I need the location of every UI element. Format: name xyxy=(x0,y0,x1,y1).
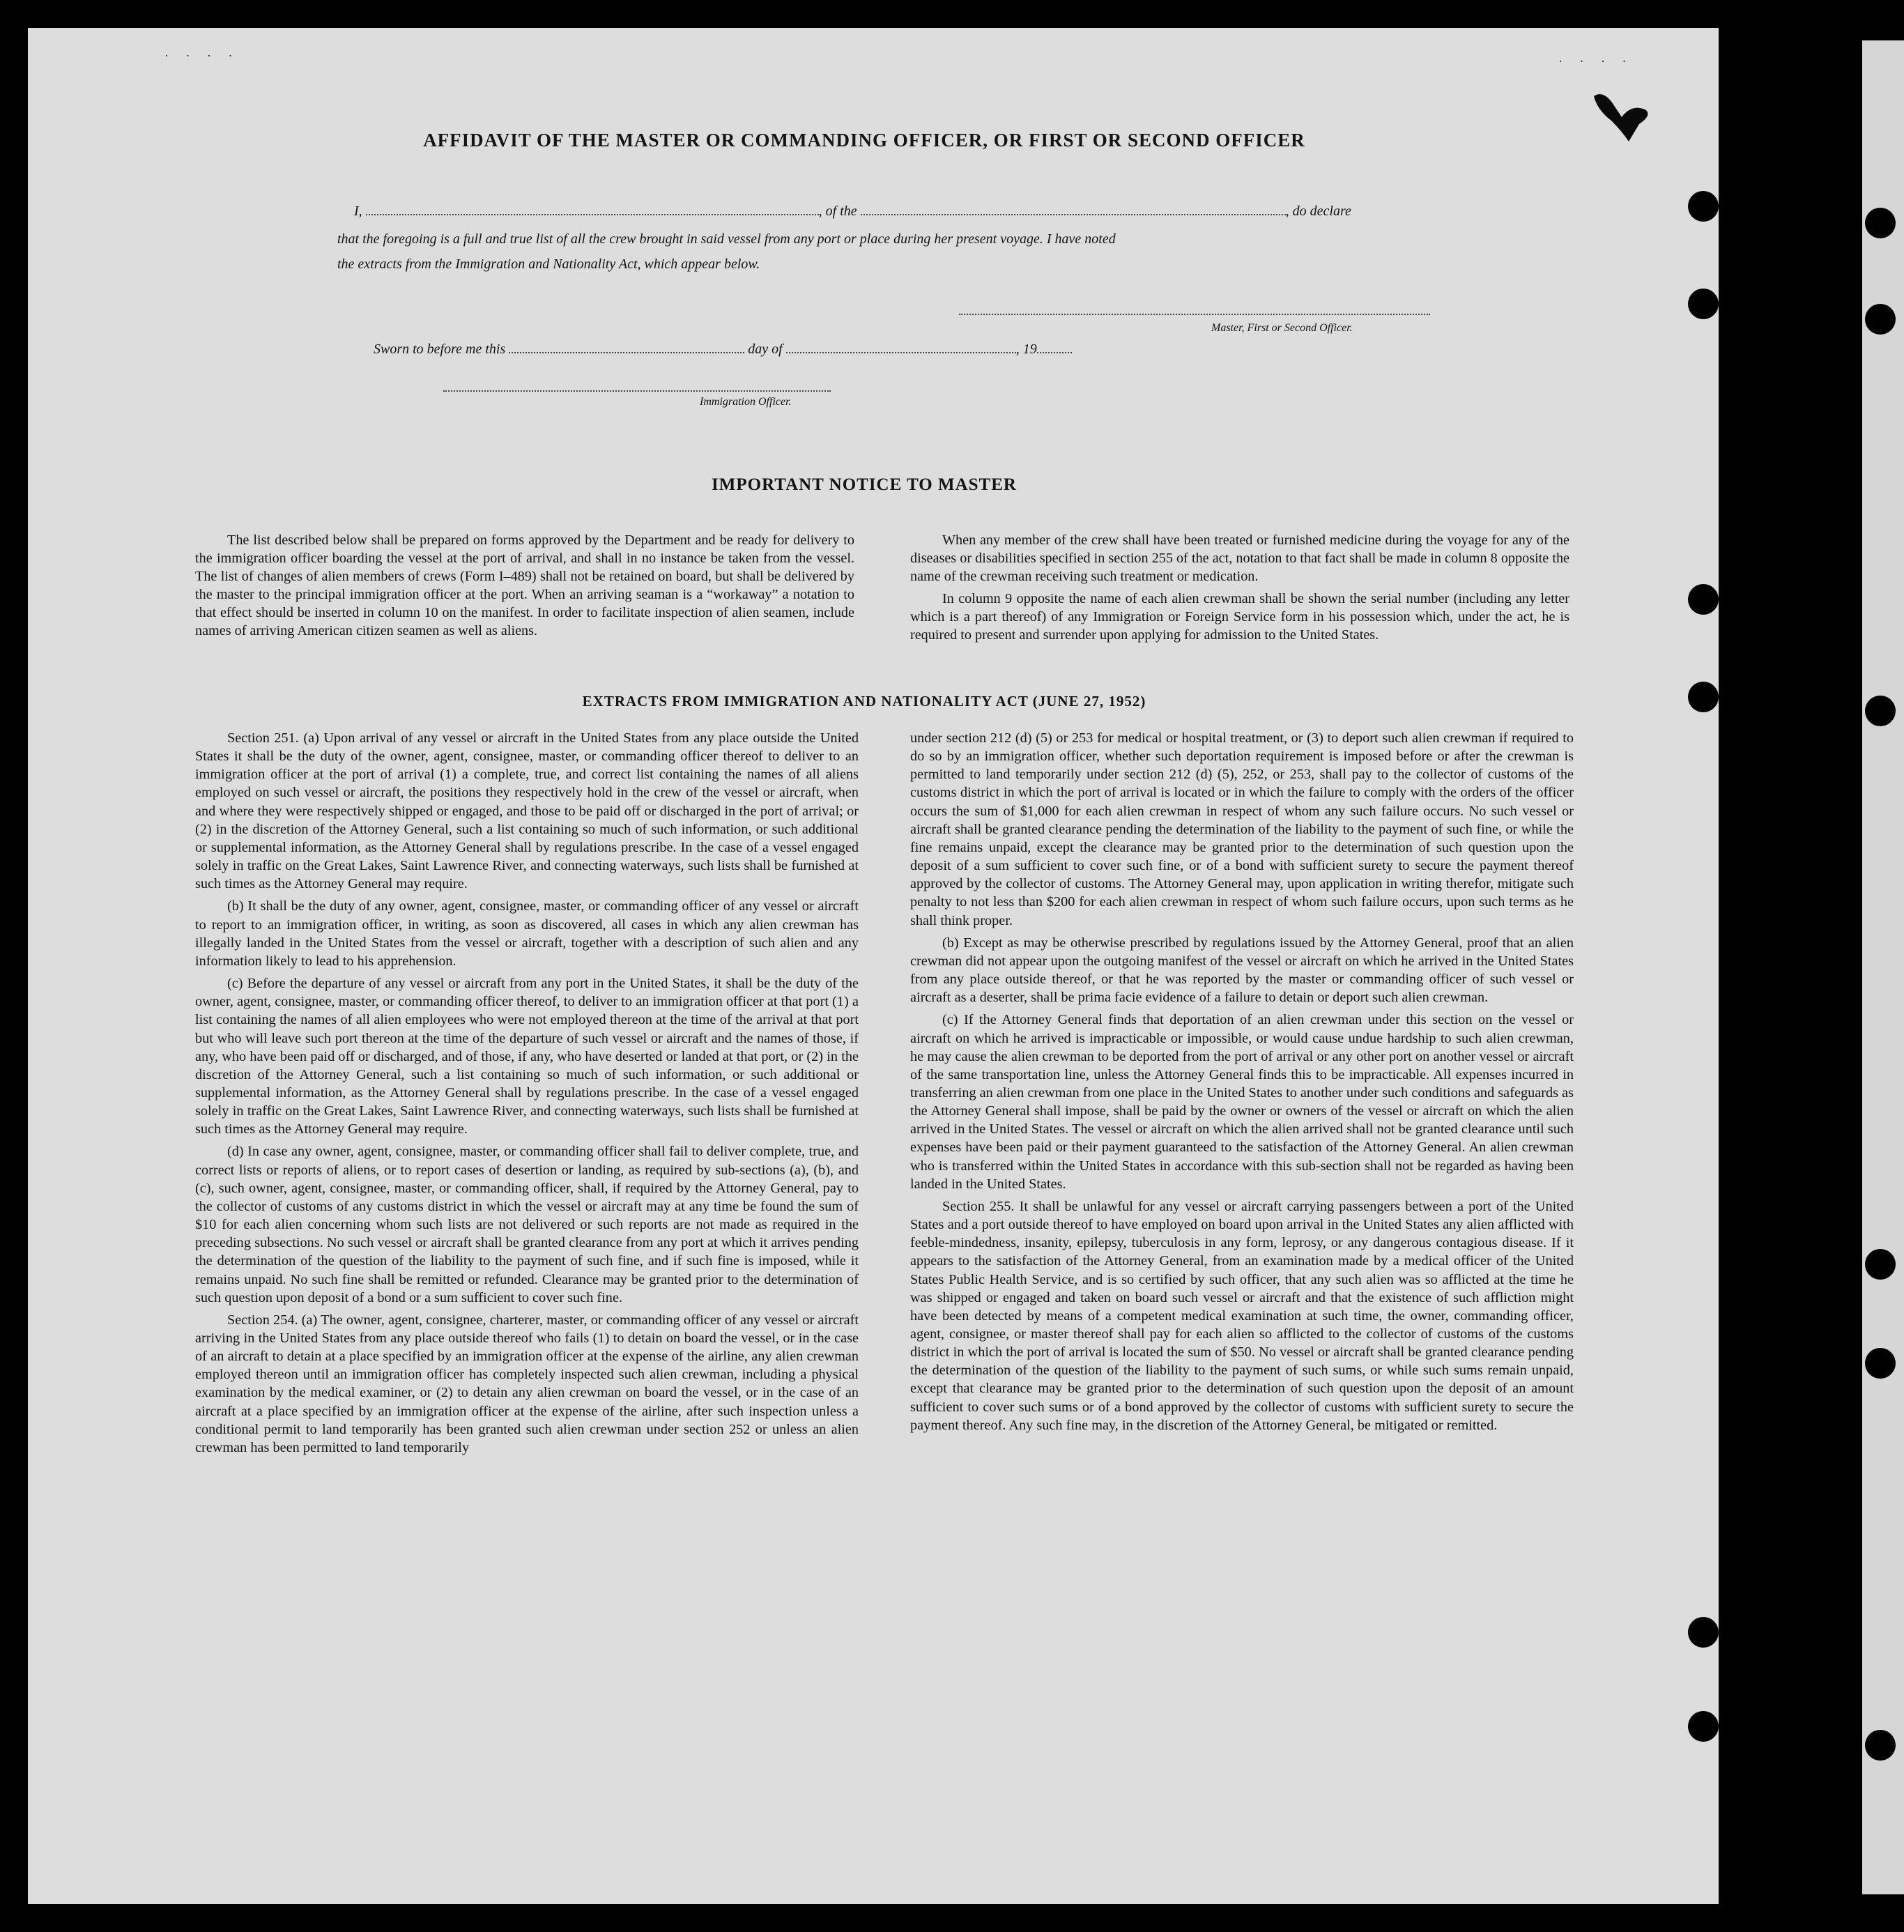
notice-title: IMPORTANT NOTICE TO MASTER xyxy=(712,475,1017,494)
immigration-officer-caption: Immigration Officer. xyxy=(700,396,792,408)
extract-section-254-a: Section 254. (a) The owner, agent, consignee, charterer, master, or commanding officer of any vessel or aircraft arriving in the United States from any place outside thereof who fails (1) to detain on board the vessel, or in the case of an aircraft to detain at a place specified by an immigration officer at the expense of the airline, any alien crewman employed thereon until an immigration officer has completely inspected such alien crewman, including a physical examination by the medical examiner, or (2) to detain any alien crewman on board the vessel, or in the case of an aircraft at a place specified by an immigration officer at the expense of the airline, after such inspection unless a conditional permit to land temporarily has been granted such alien crewman under section 252 or unless an alien crewman has been permitted to land temporarily xyxy=(195,1312,859,1455)
sworn-year: , 19 xyxy=(1015,342,1037,357)
extract-section-251-b: (b) It shall be the duty of any owner, agent, consignee, master, or commanding officer of any vessel or aircraft to report to an immigration officer, in writing, as soon as discovered, all cases in which any alien crewman has illegally landed in the United States from the vessel or aircraft, together with a description of such alien and any information likely to lead to his apprehension. xyxy=(195,898,859,969)
declaration-line-3: the extracts from the Immigration and Nationality Act, which appear below. xyxy=(337,256,760,272)
notice-right-paragraph-2: In column 9 opposite the name of each alien crewman shall be shown the serial number (including any letter which is a part thereof) of any Immigration or Foreign Service form in his possession which, under the act, he is required to present and surrender upon applying for admission to the United States. xyxy=(910,591,1569,643)
print-specks: · · · · xyxy=(1558,54,1634,68)
declaration-line-1 xyxy=(354,204,1351,220)
punch-hole-icon xyxy=(1688,584,1719,615)
extract-section-254-c: (c) If the Attorney General finds that deportation of an alien crewman under this section on the vessel or aircraft on which he arrived is impracticable or impossible, or would cause undue hardship to such alien crewman, he may cause the alien crewman to be deported from the port of arrival or any other port on another vessel or aircraft of the same transportation line, unless the Attorney General finds this to be impracticable. All expenses incurred in transferring an alien crewman from one place in the United States to another under such conditions and safeguards as the Attorney General shall impose, shall be paid by the owner or owners of the vessel or aircraft on which the alien arrived in the United States. The vessel or aircraft on which the alien arrived shall not be granted clearance until such expenses have been paid or their payment guaranteed to the satisfaction of the Attorney General. An alien crewman who is transferred within the United States in accordance with this sub-section shall not be regarded as having been landed in the United States. xyxy=(910,1012,1574,1192)
punch-hole-icon xyxy=(1688,1617,1719,1648)
sworn-day-blank[interactable] xyxy=(509,349,744,353)
declaration-of-the: , of the xyxy=(818,204,857,219)
immigration-officer-signature-line[interactable] xyxy=(443,390,831,392)
extract-section-251-d: (d) In case any owner, agent, consignee, master, or commanding officer shall fail to deliver complete, true, and correct lists or reports of aliens, or to report cases of desertion or landing, as required by sub-sections (a), (b), and (c), such owner, agent, consignee, master, or commanding officer, shall, if required by the Attorney General, pay to the collector of customs of any customs district in which the vessel or aircraft may at any time be found the sum of $10 for each alien concerning whom such lists are not delivered or such reports are not made as required in the preceding subsections. No such vessel or aircraft shall be granted clearance from any port at which it arrives pending the determination of the question of the liability to the payment of such fine, and if such fine is imposed, while it remains unpaid. No such fine shall be remitted or refunded. Clearance may be granted prior to the determination of such question upon deposit of a bond or a sum sufficient to cover such fine. xyxy=(195,1144,859,1305)
punch-hole-icon xyxy=(1688,682,1719,712)
corner-ink-mark-icon xyxy=(1590,89,1653,145)
notice-right-column xyxy=(910,531,1569,649)
punch-hole-icon xyxy=(1865,304,1896,335)
punch-hole-icon xyxy=(1865,1249,1896,1280)
sworn-prefix: Sworn to before me this xyxy=(374,342,506,357)
name-blank[interactable] xyxy=(366,211,819,215)
sworn-line xyxy=(374,342,1072,358)
extracts-title: EXTRACTS FROM IMMIGRATION AND NATIONALITY ACT (JUNE 27, 1952) xyxy=(582,693,1146,710)
punch-hole-icon xyxy=(1865,696,1896,726)
punch-hole-icon xyxy=(1688,289,1719,319)
master-signature-line[interactable] xyxy=(959,314,1430,315)
extract-section-251-c: (c) Before the departure of any vessel or aircraft from any port in the United States, it shall be the duty of the owner, agent, consignee, master, or commanding officer thereof, to deliver to an immigration officer at that port (1) a list containing the names of all alien employees who were not employed thereon at the time of the arrival at that port but who will leave such port thereon at the time of the departure of such vessel or aircraft and the names of those, if any, who have been paid off or discharged, and of those, if any, who have deserted or landed at that port, or (2) in the discretion of the Attorney General, such a list containing so much of such information, or such additional or supplemental information, as the Attorney General shall by regulations prescribe. In the case of a vessel engaged solely in traffic on the Great Lakes, Saint Lawrence River, and connecting waterways, such lists shall be furnished at such times as the Attorney General may require. xyxy=(195,976,859,1137)
extracts-left-column xyxy=(195,729,859,1461)
declaration-suffix: , do declare xyxy=(1285,204,1351,219)
sworn-day-of: day of xyxy=(748,342,783,357)
punch-hole-icon xyxy=(1865,208,1896,238)
extract-section-255: Section 255. It shall be unlawful for any vessel or aircraft carrying passengers between a port of the United States and a port outside thereof to have employed on board upon arrival in the United States any alien afflicted with feeble-mindedness, insanity, epilepsy, tuberculosis in any form, leprosy, or any dangerous contagious disease. If it appears to the satisfaction of the Attorney General, from an examination made by a medical officer of the United States Public Health Service, and is so certified by such officer, that any such alien was so afflicted at the time he was shipped or engaged and taken on board such vessel or aircraft and that the existence of such affliction might have been detected by means of a competent medical examination at such time, the owner, commanding officer, agent, consignee, or master thereof shall pay for each alien so afflicted to the collector of customs of the customs district in which the port of arrival is located the sum of $50. No vessel or aircraft shall be granted clearance pending the determination of the question of the liability to the payment of such sums, or while such sums remain unpaid, except that clearance may be granted prior to the determination of such question upon the deposit of an amount sufficient to cover such sums or of a bond approved by the collector of customs with sufficient surety to secure the payment thereof. Any such fine may, in the discretion of the Attorney General, be mitigated or remitted. xyxy=(910,1198,1574,1433)
punch-hole-icon xyxy=(1688,191,1719,222)
extract-section-254-a-cont: under section 212 (d) (5) or 253 for medical or hospital treatment, or (3) to deport such alien crewman if required to do so by an immigration officer, whether such deportation requirement is imposed before or after the crewman is permitted to land temporarily under section 212 (d) (5), 252, or 253, shall pay to the collector of customs of the customs district in which the port of arrival is located or in which the failure to comply with the orders of the officer occurs the sum of $1,000 for each alien crewman in respect of whom any such failure occurs. No such vessel or aircraft shall be granted clearance pending the determination of the liability to the payment of such fine, or while the fine remains unpaid, except the clearance may be granted prior to the determination of such question upon the deposit of a sum sufficient to cover such fine, or of a bond with sufficient surety to secure the payment thereof approved by the collector of customs. The Attorney General may, upon application in writing therefor, mitigate such penalty to not less than $200 for each alien crewman in respect of whom such failure occurs, upon such terms as he shall think proper. xyxy=(910,730,1574,928)
extracts-right-column xyxy=(910,729,1574,1439)
affidavit-title: AFFIDAVIT OF THE MASTER OR COMMANDING OFFICER, OR FIRST OR SECOND OFFICER xyxy=(423,130,1305,151)
notice-left-column xyxy=(195,531,854,645)
notice-left-paragraph: The list described below shall be prepared on forms approved by the Department and be ready for delivery to the immigration officer boarding the vessel at the port of arrival, and shall in no instance be taken from the vessel. The list of changes of alien members of crews (Form I–489) shall not be retained on board, but shall be delivered by the master to the principal immigration officer at the port. When an arriving seaman is a “workaway” a notation to that effect should be inserted in column 10 on the manifest. In order to facilitate inspection of alien seamen, include names of arriving American citizen seamen as well as aliens. xyxy=(195,532,854,639)
declaration-line-2: that the foregoing is a full and true list of all the crew brought in said vessel from any port or place during her present voyage. I have noted xyxy=(337,231,1116,247)
declaration-prefix: I, xyxy=(354,204,362,219)
vessel-blank[interactable] xyxy=(861,211,1286,215)
extract-section-251-a: Section 251. (a) Upon arrival of any vessel or aircraft in the United States from any place outside the United States it shall be the duty of the owner, agent, consignee, master, or commanding officer thereof to deliver to an immigration officer at the port of arrival (1) a complete, true, and correct list containing the names of all aliens employed on such vessel or aircraft, the positions they respectively hold in the crew of the vessel or aircraft, when and where they were respectively shipped or engaged, and those to be paid off or discharged in the port of arrival; or (2) in the discretion of the Attorney General, such a list containing so much of such information, or such additional or supplemental information, as the Attorney General shall by regulations prescribe. In the case of a vessel engaged solely in traffic on the Great Lakes, Saint Lawrence River, and connecting waterways, such lists shall be furnished at such times as the Attorney General may require. xyxy=(195,730,859,892)
print-specks: · · · · xyxy=(164,49,240,63)
extract-section-254-b: (b) Except as may be otherwise prescribed by regulations issued by the Attorney General, proof that an alien crewman did not appear upon the outgoing manifest of the vessel or aircraft on which he arrived in the United States from any place outside thereof, or that he was reported by the master or commanding officer of such vessel or aircraft as a deserter, shall be prima facie evidence of a failure to detain or deport such alien crewman. xyxy=(910,935,1574,1006)
punch-hole-icon xyxy=(1688,1711,1719,1742)
punch-hole-icon xyxy=(1865,1730,1896,1761)
sworn-year-blank[interactable] xyxy=(1037,349,1072,353)
sworn-month-blank[interactable] xyxy=(786,349,1016,353)
master-signature-caption: Master, First or Second Officer. xyxy=(1211,322,1353,334)
punch-hole-icon xyxy=(1865,1348,1896,1379)
notice-right-paragraph-1: When any member of the crew shall have been treated or furnished medicine during the voyage for any of the diseases or disabilities specified in section 255 of the act, notation to that fact shall be made in column 8 opposite the name of the crewman receiving such treatment or medication. xyxy=(910,532,1569,585)
